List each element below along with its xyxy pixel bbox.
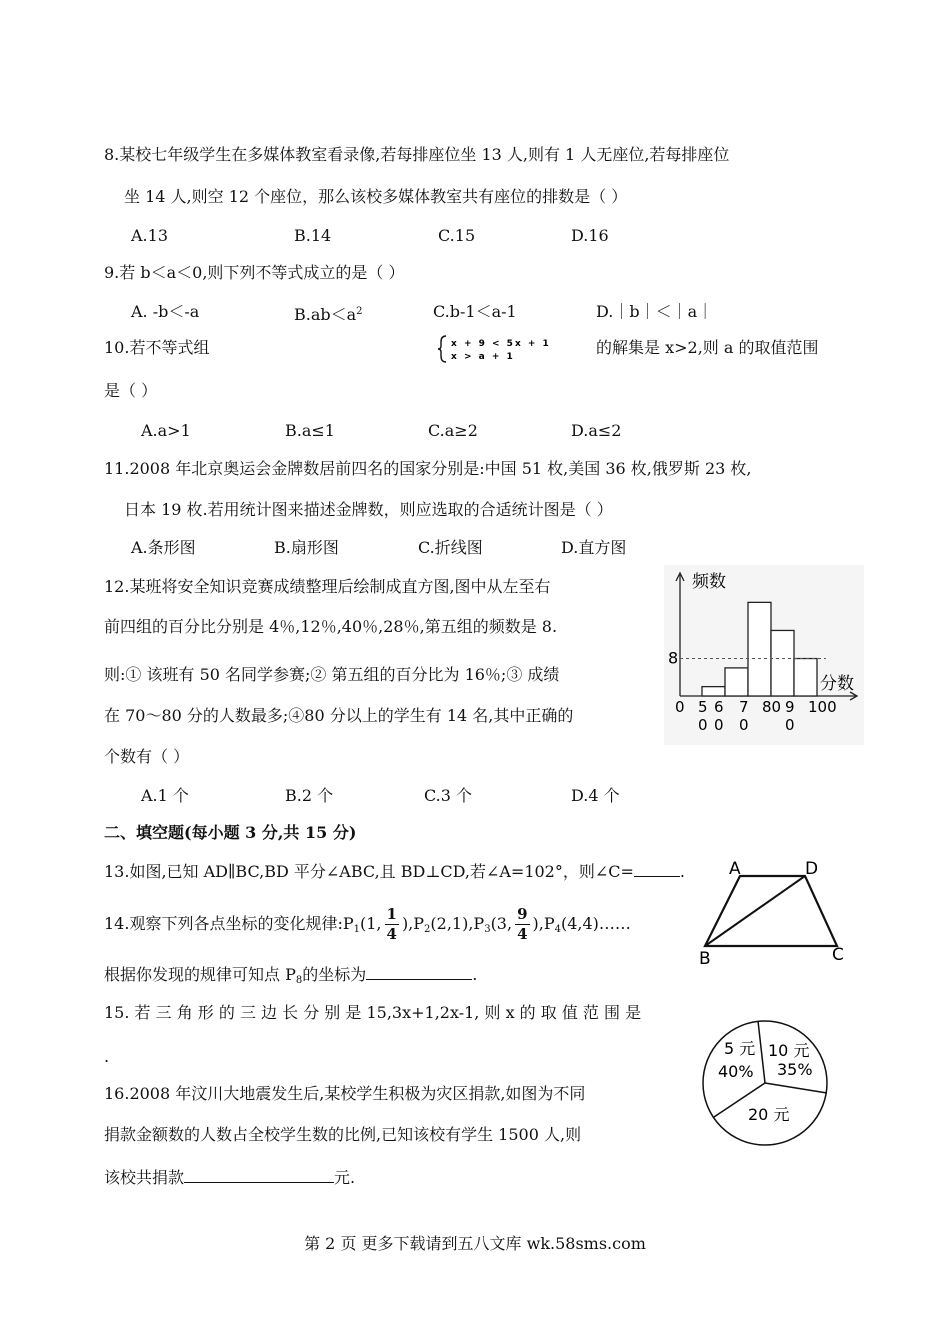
q8-option-d: D.16 xyxy=(571,226,609,245)
tick-9-row2: 0 xyxy=(785,716,795,734)
q14-line1: 14.观察下列各点坐标的变化规律$:P_1(1$, $\frac{1}{4}$ )$,P_2(2,1),P_3(3$, $\frac{9}{4}$ )$,P_4(4,4)\dots\dots$ xyxy=(104,905,631,943)
q13-text: 13.如图,已知 AD∥BC,BD 平分∠ABC,且 BD⊥CD,若∠A=102°，则∠C= . xyxy=(104,862,686,881)
pie-label-20-yuan: 20 元 xyxy=(748,1105,790,1124)
q15-line2: . xyxy=(104,1047,110,1066)
q12-line3: 则:① 该班有 50 名同学参赛;② 第五组的百分比为 16％;③ 成绩 xyxy=(104,665,560,684)
q8-option-b: B.14 xyxy=(294,226,332,245)
q11-option-b: B.扇形图 xyxy=(274,538,339,557)
tick-7-row2: 0 xyxy=(739,716,749,734)
histogram-bar-50-60 xyxy=(702,687,725,696)
q10-line2: 是（ ） xyxy=(104,381,158,400)
page-footer: 第 2 页 更多下载请到五八文库 wk.58sms.com xyxy=(304,1234,646,1253)
q10-option-b: B.a≤1 xyxy=(285,421,335,440)
label-c: C xyxy=(832,945,844,965)
pie-divider-top xyxy=(758,1021,765,1083)
tick-0: 0 xyxy=(675,698,685,716)
q8-line2: 坐 14 人,则空 12 个座位，那么该校多媒体教室共有座位的排数是（ ） xyxy=(124,187,628,206)
q16-answer-blank xyxy=(184,1166,334,1183)
tick-6: 6 xyxy=(714,698,724,716)
donation-pie-chart xyxy=(700,1013,830,1153)
q12-line5: 个数有（ ） xyxy=(104,747,190,766)
q9-option-d: D.｜b｜＜｜a｜ xyxy=(596,302,714,321)
pie-label-40-percent: 40% xyxy=(718,1062,754,1081)
q11-option-a: A.条形图 xyxy=(131,538,196,557)
q10-option-c: C.a≥2 xyxy=(428,421,478,440)
q10-option-d: D.a≤2 xyxy=(571,421,622,440)
q8-option-a: A.13 xyxy=(131,226,168,245)
q12-option-c: C.3 个 xyxy=(424,786,473,805)
trapezoid-figure xyxy=(695,852,855,972)
q9-option-a: A. -b＜-a xyxy=(131,302,200,321)
y-axis-label: 频数 xyxy=(692,572,726,592)
q10-stem-b: 的解集是 x>2,则 a 的取值范围 xyxy=(596,338,819,357)
tick-100: 100 xyxy=(808,698,837,716)
q14-answer-blank xyxy=(366,963,472,980)
q11-line1: 11.2008 年北京奥运会金牌数居前四名的国家分别是:中国 51 枚,美国 36 枚,俄罗斯 23 枚, xyxy=(104,459,752,478)
section2-title: 二、填空题(每小题 3 分,共 15 分) xyxy=(104,823,357,842)
q12-option-d: D.4 个 xyxy=(571,786,620,805)
pie-label-5-yuan: 5 元 xyxy=(724,1039,756,1058)
q8-option-c: C.15 xyxy=(438,226,476,245)
pie-divider-right xyxy=(765,1083,827,1093)
q12-option-a: A.1 个 xyxy=(141,786,189,805)
q15-line1: 15. 若 三 角 形 的 三 边 长 分 别 是 15,3x+1,2x-1, 则 x 的 取 值 范 围 是 xyxy=(104,1003,642,1022)
histogram-bar-80-90 xyxy=(771,630,794,696)
label-b: B xyxy=(699,949,711,969)
label-a: A xyxy=(729,859,741,879)
system-brace xyxy=(437,334,593,364)
histogram-bar-70-80 xyxy=(748,602,771,696)
reference-value-label: 8 xyxy=(668,648,679,668)
system-line-1: x + 9 < 5x + 1 xyxy=(451,339,551,349)
system-line-2: x > a + 1 xyxy=(451,352,515,362)
q9-option-c: C.b-1＜a-1 xyxy=(433,302,517,321)
histogram-chart xyxy=(664,565,864,745)
q11-option-d: D.直方图 xyxy=(561,538,627,557)
q9-option-b: $B.ab<a^2$ xyxy=(294,305,363,324)
q12-line2: 前四组的百分比分别是 4％,12％,40％,28％,第五组的频数是 8. xyxy=(104,617,558,636)
fraction-1-4: $\frac{1}{4}$ xyxy=(386,905,397,943)
q16-line2: 捐款金额数的人数占全校学生数的比例,已知该校有学生 1500 人,则 xyxy=(104,1125,582,1144)
q8-line1: 8.某校七年级学生在多媒体教室看录像,若每排座位坐 13 人,则有 1 人无座位,若每排座位 xyxy=(104,145,730,164)
tick-5-row2: 0 xyxy=(698,716,708,734)
diagonal-bd xyxy=(705,876,805,946)
trapezoid-abcd xyxy=(705,876,837,946)
label-d: D xyxy=(805,859,819,879)
tick-7: 7 xyxy=(739,698,749,716)
q10-inequality-system xyxy=(437,334,593,368)
histogram-bar-90-100 xyxy=(794,659,817,696)
q10-option-a: A.a>1 xyxy=(141,421,191,440)
q16-line1: 16.2008 年汶川大地震发生后,某校学生积极为灾区捐款,如图为不同 xyxy=(104,1084,586,1103)
pie-label-10-yuan: 10 元 xyxy=(768,1041,810,1060)
q13-answer-blank xyxy=(634,860,680,877)
q16-line3: 该校共捐款 元. xyxy=(104,1168,356,1187)
q12-line1: 12.某班将安全知识竞赛成绩整理后绘制成直方图,图中从左至右 xyxy=(104,577,551,596)
q12-line4: 在 70～80 分的人数最多;④80 分以上的学生有 14 名,其中正确的 xyxy=(104,706,574,725)
fraction-9-4: $\frac{9}{4}$ xyxy=(517,905,528,943)
pie-label-35-percent: 35% xyxy=(777,1060,813,1079)
tick-80: 80 xyxy=(762,698,782,716)
q12-option-b: B.2 个 xyxy=(285,786,334,805)
q10-stem-a: 10.若不等式组 xyxy=(104,338,210,357)
tick-9: 9 xyxy=(785,698,795,716)
tick-6-row2: 0 xyxy=(714,716,724,734)
q11-line2: 日本 19 枚.若用统计图来描述金牌数，则应选取的合适统计图是（ ） xyxy=(124,500,613,519)
q11-option-c: C.折线图 xyxy=(418,538,483,557)
x-axis-label: 分数 xyxy=(820,674,854,694)
q14-line2: 根据你发现的规律可知点 $P_8$的坐标为 . xyxy=(104,965,478,986)
histogram-bar-60-70 xyxy=(725,668,748,696)
tick-5: 5 xyxy=(698,698,708,716)
q9-stem: 9.若 b＜a＜0,则下列不等式成立的是（ ） xyxy=(104,263,405,282)
